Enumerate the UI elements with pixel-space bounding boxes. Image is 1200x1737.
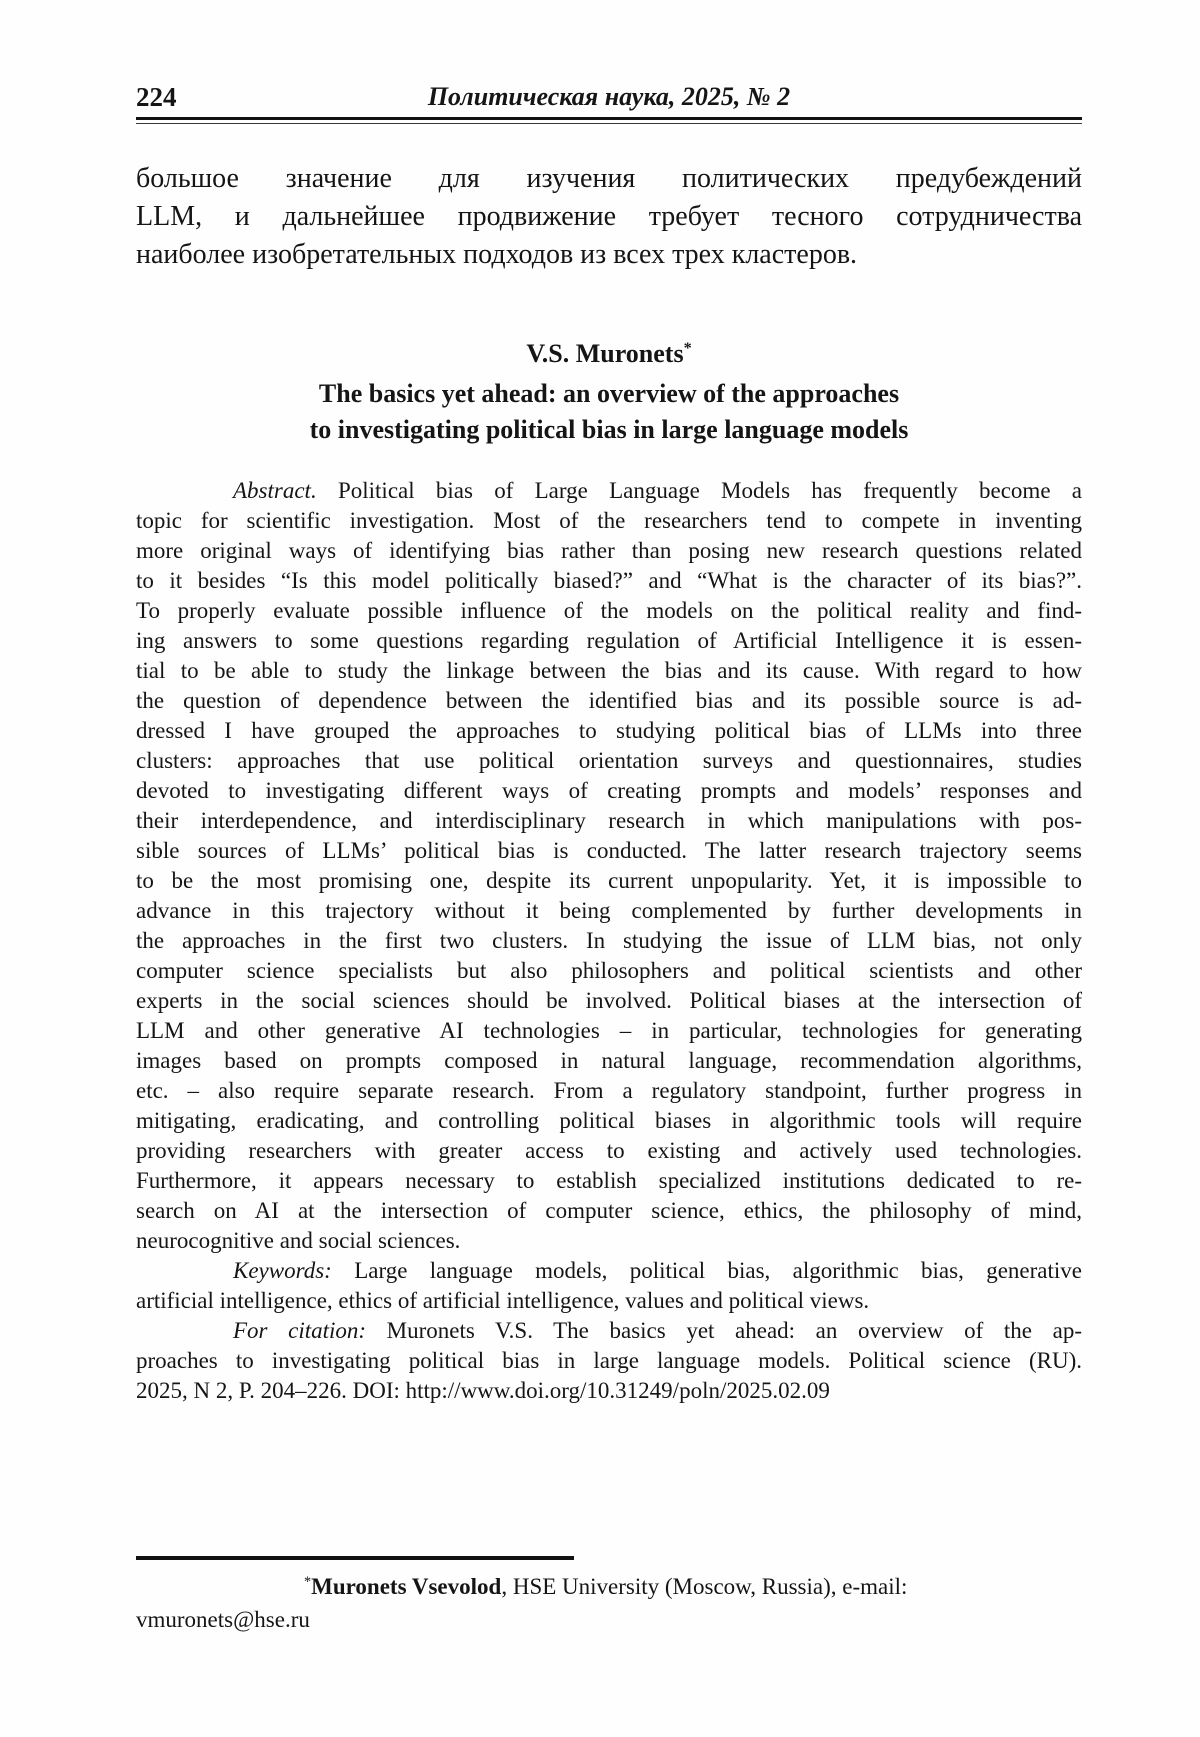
paragraph-russian-lines (136, 160, 1082, 236)
text-line: more original ways of identifying bias rather than posing new research questions related (136, 538, 1082, 563)
citation-label: For citation: (233, 1318, 367, 1343)
abstract-last-line: neurocognitive and social sciences. (136, 1228, 461, 1253)
text-line: to it besides “Is this model politically biased?” and “What is the character of its bias?”. (136, 568, 1082, 593)
text-line: to be the most promising one, despite its current unpopularity. Yet, it is impossible to (136, 868, 1082, 893)
page-number: 224 (136, 82, 177, 112)
journal-title: Политическая наука, 2025, № 2 (427, 82, 791, 111)
keywords-last-line: artificial intelligence, ethics of artificial intelligence, values and political views. (136, 1288, 870, 1313)
text-line: LLM and other generative AI technologies – in particular, technologies for generating (136, 1018, 1082, 1043)
author-name: V.S. Muronets (526, 339, 684, 368)
page-header (136, 82, 1082, 116)
text-line: clusters: approaches that use political orientation surveys and questionnaires, studies (136, 748, 1082, 773)
footnote-separator-rule (136, 1556, 574, 1560)
abstract-text-start: Political bias of Large Language Models has frequently become a (337, 478, 1082, 503)
text-line: the approaches in the first two clusters. In studying the issue of LLM bias, not only (136, 928, 1082, 953)
text-line: advance in this trajectory without it being complemented by further developments in (136, 898, 1082, 923)
text-line: images based on prompts composed in natural language, recommendation algorithms, (136, 1048, 1082, 1073)
text-line: devoted to investigating different ways of creating prompts and models’ responses and (136, 778, 1082, 803)
header-rule-thick (136, 117, 1082, 120)
text-line: etc. – also require separate research. From a regulatory standpoint, further progress in (136, 1078, 1082, 1103)
english-front-matter (136, 476, 1082, 1406)
article-title-line: to investigating political bias in large language models (309, 415, 909, 444)
header-rule-thin (136, 123, 1082, 124)
footnote-author: Muronets Vsevolod (311, 1574, 502, 1599)
keywords-first-line (136, 1256, 1082, 1286)
text-line: Furthermore, it appears necessary to establish specialized institutions dedicated to re- (136, 1168, 1082, 1193)
text-line: search on AI at the intersection of computer science, ethics, the philosophy of mind, (136, 1198, 1082, 1223)
citation-first-line (136, 1316, 1082, 1346)
author-footnote-marker: * (683, 340, 692, 358)
footnote-marker: * (304, 1574, 312, 1591)
citation-doi-line: 2025, N 2, P. 204–226. DOI: http://www.doi.org/10.31249/poln/2025.02.09 (136, 1378, 830, 1403)
text-line: LLM, и дальнейшее продвижение требует тесного сотрудничества (136, 201, 1082, 232)
text-line: наиболее изобретательных подходов из всех трех кластеров. (136, 239, 858, 270)
text-line: experts in the social sciences should be involved. Political biases at the intersection of (136, 988, 1082, 1013)
text-line: mitigating, eradicating, and controlling political biases in algorithmic tools will require (136, 1108, 1082, 1133)
footnote (136, 1572, 1082, 1634)
text-line: sible sources of LLMs’ political bias is conducted. The latter research trajectory seems (136, 838, 1082, 863)
article-title-line: The basics yet ahead: an overview of the approaches (318, 379, 900, 408)
text-line: ing answers to some questions regarding regulation of Artificial Intelligence it is essen- (136, 628, 1082, 653)
text-line: большое значение для изучения политических предубеждений (136, 163, 1082, 194)
keywords-label: Keywords: (233, 1258, 332, 1283)
text-line: the question of dependence between the identified bias and its possible source is ad- (136, 688, 1082, 713)
abstract-lines (136, 506, 1082, 1226)
text-line: To properly evaluate possible influence of the models on the political reality and find- (136, 598, 1082, 623)
text-line: dressed I have grouped the approaches to studying political bias of LLMs into three (136, 718, 1082, 743)
article-title-block (136, 336, 1082, 448)
abstract-first-line (136, 476, 1082, 506)
abstract-label: Abstract. (233, 478, 317, 503)
paragraph-russian (136, 160, 1082, 274)
text-line: topic for scientific investigation. Most of the researchers tend to compete in inventing (136, 508, 1082, 533)
text-line: their interdependence, and interdisciplinary research in which manipulations with pos- (136, 808, 1082, 833)
text-line: computer science specialists but also philosophers and political scientists and other (136, 958, 1082, 983)
citation-middle-line: proaches to investigating political bias in large language models. Political science (RU). (136, 1348, 1082, 1373)
citation-text-start: Muronets V.S. The basics yet ahead: an overview of the ap- (386, 1318, 1082, 1343)
author-line (136, 336, 1082, 376)
text-line: providing researchers with greater access to existing and actively used technologies. (136, 1138, 1082, 1163)
keywords-text-start: Large language models, political bias, algorithmic bias, generative (354, 1258, 1082, 1283)
text-line: tial to be able to study the linkage between the bias and its cause. With regard to how (136, 658, 1082, 683)
footnote-text: , HSE University (Moscow, Russia), e-mail: vmuronets@hse.ru (136, 1574, 908, 1632)
